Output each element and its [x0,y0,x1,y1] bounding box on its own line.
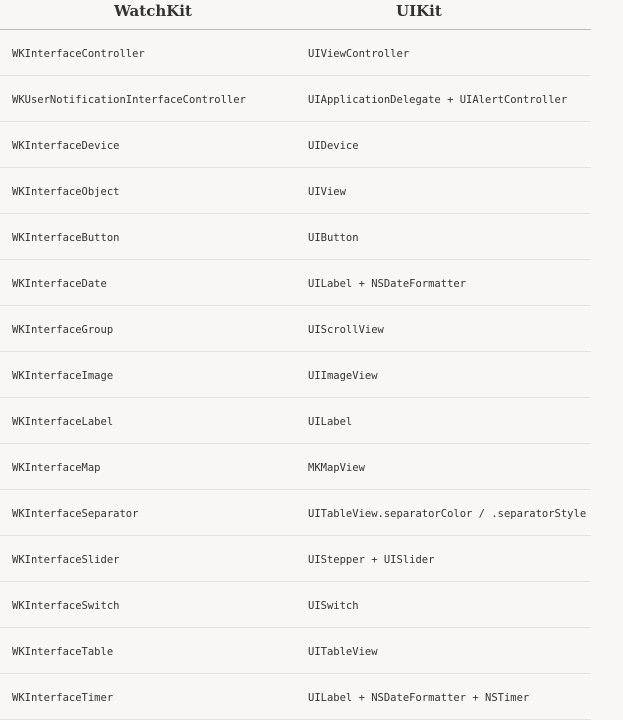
uikit-cell: UIScrollView [308,324,384,336]
uikit-cell: UITableView [308,646,378,658]
uikit-cell: UILabel + NSDateFormatter + NSTimer [308,692,530,704]
table-row [0,444,591,490]
uikit-cell: UITableView.separatorColor / .separatorStyle [308,508,587,520]
uikit-cell: UIButton [308,232,359,244]
watchkit-cell: WKInterfaceTimer [12,692,114,704]
uikit-cell: UIStepper + UISlider [308,554,435,566]
table-row [0,306,591,352]
table-row [0,352,591,398]
watchkit-cell: WKInterfaceGroup [12,324,114,336]
uikit-cell: UISwitch [308,600,359,612]
watchkit-cell: WKInterfaceLabel [12,416,114,428]
uikit-cell: UIApplicationDelegate + UIAlertController [308,94,568,106]
watchkit-cell: WKInterfaceSlider [12,554,120,566]
table-row [0,674,591,720]
table-row [0,214,591,260]
watchkit-cell: WKUserNotificationInterfaceController [12,94,246,106]
table-row [0,628,591,674]
table-row [0,76,591,122]
watchkit-cell: WKInterfaceSeparator [12,508,139,520]
table-row [0,122,591,168]
table-row [0,30,591,76]
watchkit-cell: WKInterfaceObject [12,186,120,198]
header-watchkit: WatchKit [114,2,192,20]
watchkit-cell: WKInterfaceDevice [12,140,120,152]
uikit-cell: UILabel [308,416,353,428]
uikit-cell: UIView [308,186,346,198]
watchkit-cell: WKInterfaceButton [12,232,120,244]
uikit-cell: UIImageView [308,370,378,382]
uikit-cell: UIViewController [308,48,410,60]
watchkit-cell: WKInterfaceDate [12,278,107,290]
uikit-cell: UILabel + NSDateFormatter [308,278,467,290]
watchkit-cell: WKInterfaceController [12,48,145,60]
table-row [0,582,591,628]
table-row [0,168,591,214]
table-row [0,536,591,582]
table-row [0,490,591,536]
table-header [0,0,591,30]
watchkit-cell: WKInterfaceTable [12,646,114,658]
watchkit-cell: WKInterfaceMap [12,462,101,474]
table-row [0,260,591,306]
watchkit-cell: WKInterfaceSwitch [12,600,120,612]
table-row [0,398,591,444]
header-uikit: UIKit [396,2,442,20]
watchkit-cell: WKInterfaceImage [12,370,114,382]
uikit-cell: MKMapView [308,462,365,474]
uikit-cell: UIDevice [308,140,359,152]
